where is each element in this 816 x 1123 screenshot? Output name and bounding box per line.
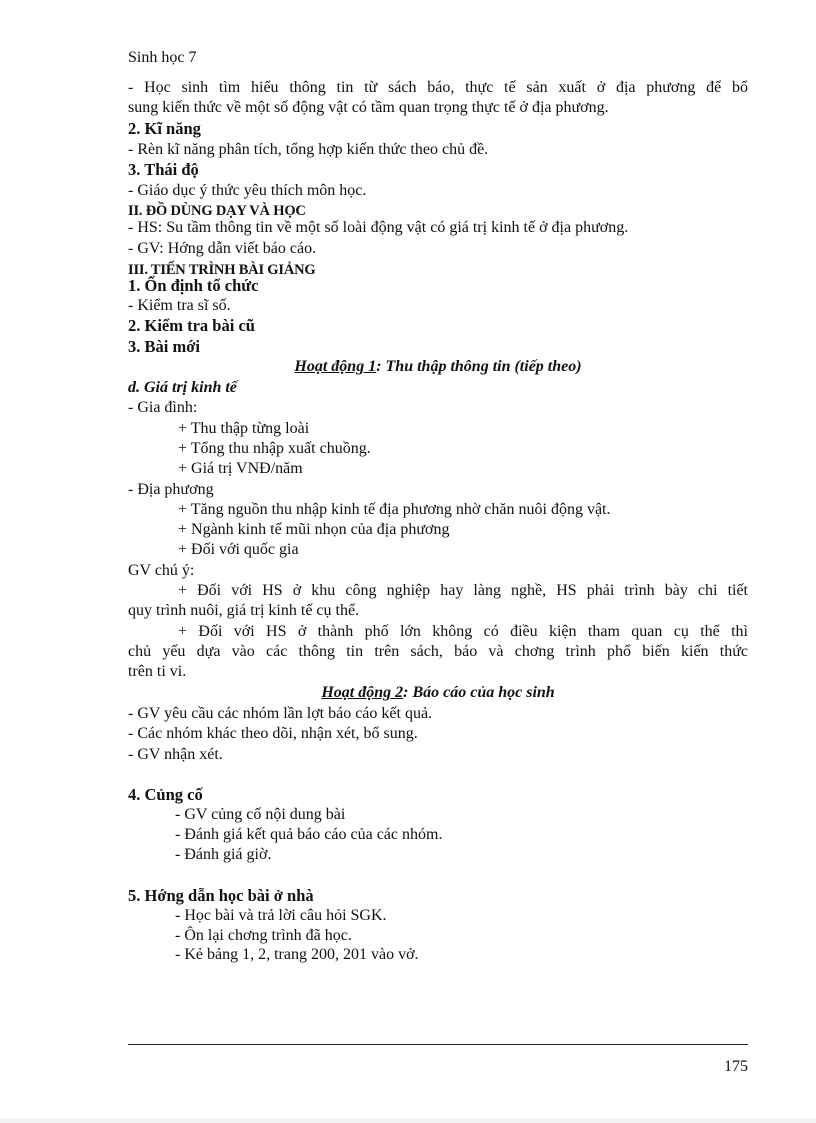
teacher-note-1-line-1: + Đối với HS ở khu công nghiệp hay làng nghề, HS phải trình bày chi tiết [178, 582, 748, 599]
teacher-note-2-line-2: chủ yếu dựa vào các thông tin trên sách, báo và chơng trình phổ biến kiến thức [128, 643, 748, 660]
page-number: 175 [724, 1058, 748, 1075]
page-header-subject: Sinh học 7 [128, 49, 197, 66]
section-4-item-2: - Đánh giá kết quả báo cáo của các nhóm. [175, 826, 443, 843]
section-3-item: - Giáo dục ý thức yêu thích môn học. [128, 182, 367, 199]
family-item-3: + Giá trị VNĐ/năm [178, 460, 303, 477]
section-II-item-1: - HS: Su tầm thông tin về một số loài động vật có giá trị kinh tế ở địa phương. [128, 219, 629, 236]
activity-1-heading [128, 357, 748, 377]
section-3-title: 3. Thái độ [128, 160, 199, 179]
section-5-title: 5. Hớng dẫn học bài ở nhà [128, 886, 314, 905]
section-III-title: III. TIẾN TRÌNH BÀI GIẢNG [128, 262, 316, 278]
activity-2-item-1: - GV yêu cầu các nhóm lần lợt báo cáo kết quả. [128, 705, 433, 722]
teacher-note-2-line-1: + Đối với HS ở thành phố lớn không có điều kiện tham quan cụ thể thì [178, 623, 748, 640]
economic-value-subtitle: d. Giá trị kinh tế [128, 379, 237, 396]
part-3-title: 3. Bài mới [128, 337, 200, 356]
intro-line-1: - Học sinh tìm hiểu thông tin từ sách báo, thực tế sản xuất ở địa phương để bổ [128, 79, 748, 96]
local-item-2: + Ngành kinh tế mũi nhọn của địa phương [178, 521, 450, 538]
activity-2-item-3: - GV nhận xét. [128, 746, 223, 763]
activity-2-item-2: - Các nhóm khác theo dõi, nhận xét, bổ sung. [128, 725, 418, 742]
teacher-note-2-line-3: trên ti vi. [128, 663, 187, 680]
section-5-item-3: - Kẻ bảng 1, 2, trang 200, 201 vào vở. [175, 946, 419, 963]
part-1-item: - Kiểm tra sĩ số. [128, 297, 231, 314]
teacher-note-1-line-2: quy trình nuôi, giá trị kinh tế cụ thể. [128, 602, 360, 619]
section-4-item-3: - Đánh giá giờ. [175, 846, 272, 863]
section-4-title: 4. Củng cố [128, 785, 203, 804]
section-II-title: II. ĐỒ DÙNG DẠY VÀ HỌC [128, 203, 306, 219]
activity-1-label: Hoạt động 1 [294, 358, 377, 375]
activity-2-heading [128, 683, 748, 703]
activity-2-label: Hoạt động 2 [321, 684, 404, 701]
local-item-1: + Tăng nguồn thu nhập kinh tế địa phương nhờ chăn nuôi động vật. [178, 501, 611, 518]
section-5-item-2: - Ôn lại chơng trình đã học. [175, 927, 352, 944]
activity-2-title: : Báo cáo của học sinh [403, 684, 555, 701]
section-4-item-1: - GV củng cố nội dung bài [175, 806, 346, 823]
family-heading: - Gia đình: [128, 399, 198, 416]
section-II-item-2: - GV: Hớng dẫn viết báo cáo. [128, 240, 317, 257]
family-item-1: + Thu thập từng loài [178, 420, 310, 437]
local-item-3: + Đối với quốc gia [178, 541, 299, 558]
teacher-note-heading: GV chú ý: [128, 562, 195, 579]
page-bottom-edge [0, 1118, 816, 1123]
footer-divider [128, 1044, 748, 1045]
intro-line-2: sung kiến thức về một số động vật có tầm quan trọng thực tế ở địa phương. [128, 99, 609, 116]
local-heading: - Địa phương [128, 481, 214, 498]
activity-1-title: : Thu thập thông tin (tiếp theo) [376, 358, 582, 375]
section-2-item: - Rèn kĩ năng phân tích, tổng hợp kiến thức theo chủ đề. [128, 141, 489, 158]
section-2-title: 2. Kĩ năng [128, 119, 201, 138]
part-1-title: 1. Ổn định tổ chức [128, 276, 259, 295]
part-2-title: 2. Kiểm tra bài cũ [128, 316, 255, 335]
family-item-2: + Tổng thu nhập xuất chuồng. [178, 440, 371, 457]
section-5-item-1: - Học bài và trả lời câu hỏi SGK. [175, 907, 387, 924]
